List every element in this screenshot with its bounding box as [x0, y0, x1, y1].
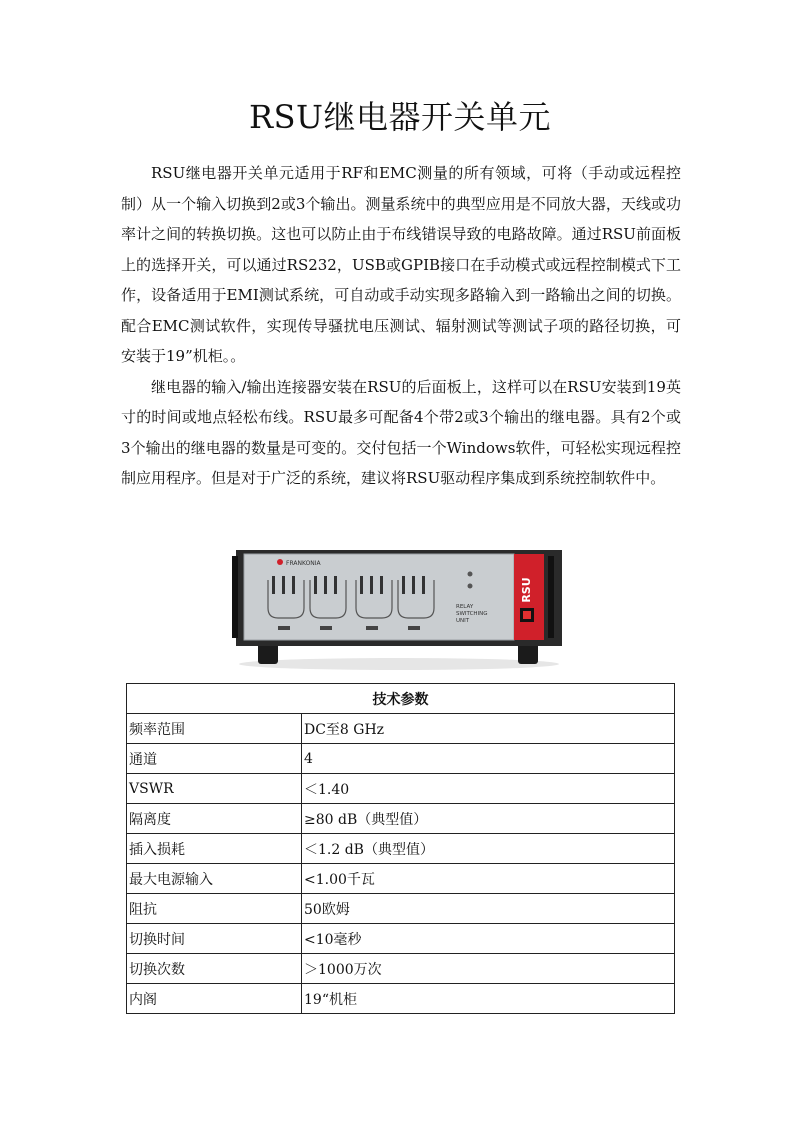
brand-label: FRANKONIA: [286, 560, 321, 567]
table-row: [127, 774, 675, 804]
table-row: [127, 984, 675, 1014]
param-cell: 通道: [127, 744, 302, 774]
spec-table-header: 技术参数: [127, 684, 675, 714]
table-row: [127, 714, 675, 744]
value-cell: 4: [302, 744, 675, 774]
param-cell: 频率范围: [127, 714, 302, 744]
value-cell: ＜1.2 dB（典型值）: [302, 834, 675, 864]
param-cell: 隔离度: [127, 804, 302, 834]
table-row: [127, 954, 675, 984]
value-cell: ≥80 dB（典型值）: [302, 804, 675, 834]
table-row: [127, 834, 675, 864]
value-cell: <1.00千瓦: [302, 864, 675, 894]
panel-label-2: SWITCHING: [456, 611, 488, 617]
value-cell: 19“机柜: [302, 984, 675, 1014]
page-title: RSU继电器开关单元: [249, 98, 551, 136]
value-cell: <10毫秒: [302, 924, 675, 954]
table-row: [127, 864, 675, 894]
table-row: [127, 744, 675, 774]
table-row: [127, 924, 675, 954]
value-cell: ＞1000万次: [302, 954, 675, 984]
panel-label-3: UNIT: [456, 618, 470, 624]
param-cell: 内阁: [127, 984, 302, 1014]
spec-table: [126, 683, 675, 1014]
param-cell: 最大电源输入: [127, 864, 302, 894]
panel-label-1: RELAY: [456, 604, 474, 610]
body-text: [121, 158, 681, 494]
side-label: RSU: [520, 577, 533, 603]
param-cell: 插入损耗: [127, 834, 302, 864]
table-row: [127, 894, 675, 924]
paragraph-1: RSU继电器开关单元适用于RF和EMC测量的所有领域，可将（手动或远程控制）从一个输入切换到2或3个输出。测量系统中的典型应用是不同放大器，天线或功率计之间的转换切换。这也可以防止由于布线错误导致的电路故障。通过RSU前面板上的选择开关，可以通过RS232，USB或GPIB接口在手动模式或远程控制模式下工作，设备适用于EMI测试系统，可自动或手动实现多路输入到一路输出之间的切换。配合EMC测试软件，实现传导骚扰电压测试、辐射测试等测试子项的路径切换，可安装于19”机柜。。: [121, 164, 681, 365]
value-cell: ＜1.40: [302, 774, 675, 804]
table-row: [127, 804, 675, 834]
value-cell: DC至8 GHz: [302, 714, 675, 744]
product-image: [230, 546, 568, 672]
param-cell: 阻抗: [127, 894, 302, 924]
param-cell: 切换时间: [127, 924, 302, 954]
param-cell: VSWR: [127, 774, 302, 804]
param-cell: 切换次数: [127, 954, 302, 984]
paragraph-2: 继电器的输入/输出连接器安装在RSU的后面板上，这样可以在RSU安装到19英寸的时间或地点轻松布线。RSU最多可配备4个带2或3个输出的继电器。具有2个或3个输出的继电器的数量是可变的。交付包括一个Windows软件，可轻松实现远程控制应用程序。但是对于广泛的系统，建议将RSU驱动程序集成到系统控制软件中。: [121, 377, 681, 487]
value-cell: 50欧姆: [302, 894, 675, 924]
